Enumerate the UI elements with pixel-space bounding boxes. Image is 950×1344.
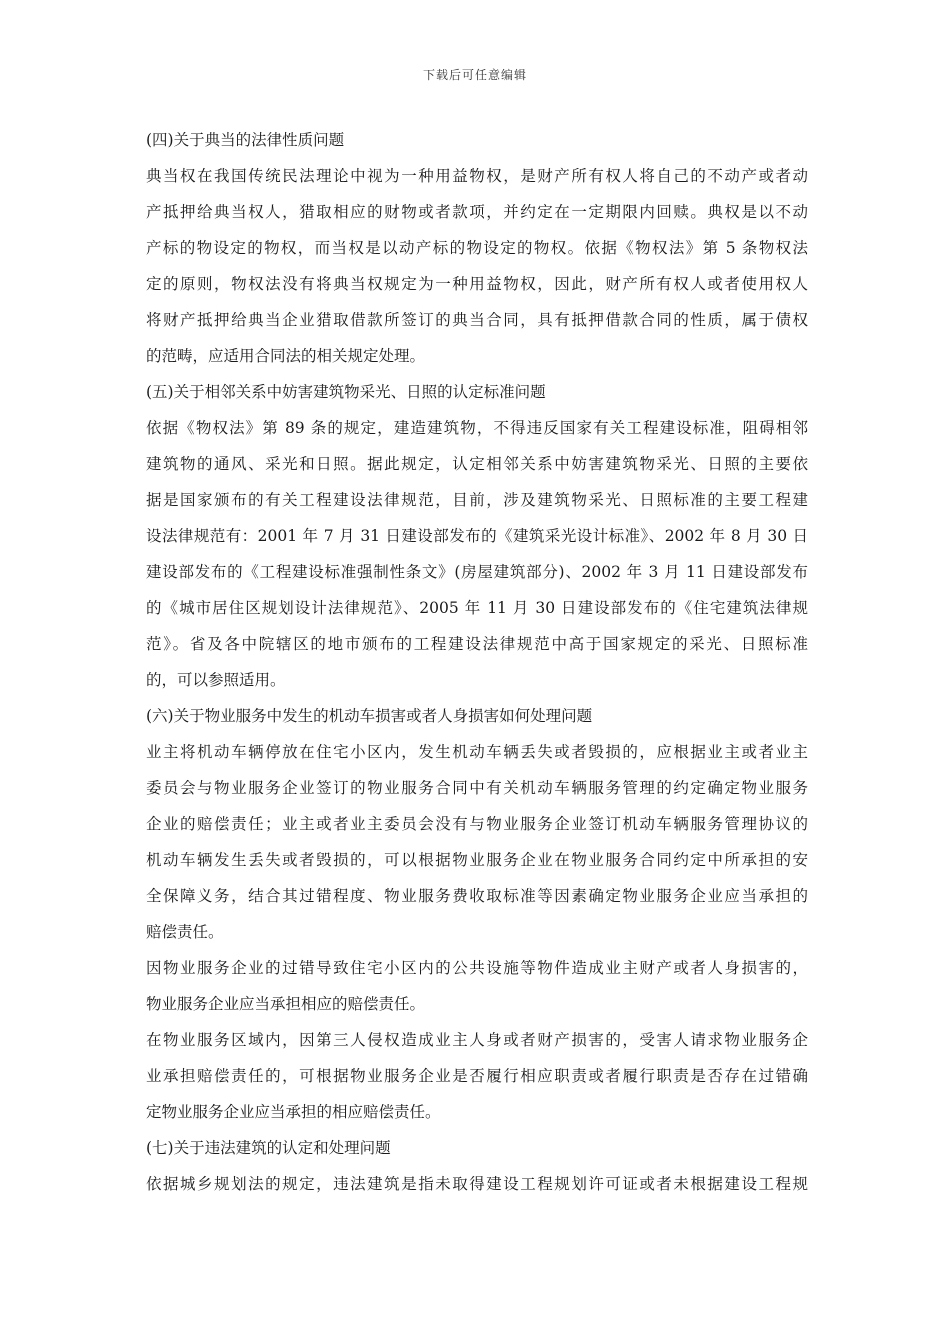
text-line: 产抵押给典当权人，猎取相应的财物或者款项，并约定在一定期限内回赎。典权是以不动 — [146, 203, 808, 221]
text-line: 建筑物的通风、采光和日照。据此规定，认定相邻关系中妨害建筑物采光、日照的主要依 — [146, 455, 808, 473]
text-line: 将财产抵押给典当企业猎取借款所签订的典当合同，具有抵押借款合同的性质，属于债权 — [146, 311, 808, 329]
text-line: 全保障义务，结合其过错程度、物业服务费收取标准等因素确定物业服务企业应当承担的 — [146, 887, 808, 905]
text-line: (四)关于典当的法律性质问题 — [146, 131, 345, 149]
text-line: 定的原则，物权法没有将典当权规定为一种用益物权，因此，财产所有权人或者使用权人 — [146, 275, 808, 293]
text-line: 因物业服务企业的过错导致住宅小区内的公共设施等物件造成业主财产或者人身损害的， — [146, 959, 808, 977]
text-line: 物业服务企业应当承担相应的赔偿责任。 — [146, 995, 426, 1013]
text-line: 的《城市居住区规划设计法律规范》、2005 年 11 月 30 日建设部发布的《住宅建筑法律规 — [146, 599, 808, 617]
text-line: 业主将机动车辆停放在住宅小区内，发生机动车辆丢失或者毁损的，应根据业主或者业主 — [146, 743, 808, 761]
text-line: 的范畴，应适用合同法的相关规定处理。 — [146, 347, 426, 365]
text-line: 建设部发布的《工程建设标准强制性条文》(房屋建筑部分)、2002 年 3 月 11 日建设部发布 — [146, 563, 808, 581]
document-body — [146, 122, 808, 1202]
text-line: 范》。省及各中院辖区的地市颁布的工程建设法律规范中高于国家规定的采光、日照标准 — [146, 635, 808, 653]
text-line: 业承担赔偿责任的，可根据物业服务企业是否履行相应职责或者履行职责是否存在过错确 — [146, 1067, 808, 1085]
text-line: 典当权在我国传统民法理论中视为一种用益物权，是财产所有权人将自己的不动产或者动 — [146, 167, 808, 185]
text-line: 企业的赔偿责任；业主或者业主委员会没有与物业服务企业签订机动车辆服务管理协议的 — [146, 815, 808, 833]
text-line: 依据《物权法》第 89 条的规定，建造建筑物，不得违反国家有关工程建设标准，阻碍相邻 — [146, 419, 808, 437]
page-header: 下载后可任意编辑 — [422, 68, 527, 82]
text-line: (六)关于物业服务中发生的机动车损害或者人身损害如何处理问题 — [146, 707, 593, 725]
text-line: 据是国家颁布的有关工程建设法律规范，目前，涉及建筑物采光、日照标准的主要工程建 — [146, 491, 808, 509]
text-line: (五)关于相邻关系中妨害建筑物采光、日照的认定标准问题 — [146, 383, 546, 401]
text-line: 依据城乡规划法的规定，违法建筑是指未取得建设工程规划许可证或者未根据建设工程规 — [146, 1175, 808, 1193]
text-line: 在物业服务区域内，因第三人侵权造成业主人身或者财产损害的，受害人请求物业服务企 — [146, 1031, 808, 1049]
text-line: (七)关于违法建筑的认定和处理问题 — [146, 1139, 391, 1157]
text-line: 定物业服务企业应当承担的相应赔偿责任。 — [146, 1103, 441, 1121]
text-line: 赔偿责任。 — [146, 923, 224, 941]
text-line: 设法律规范有：2001 年 7 月 31 日建设部发布的《建筑采光设计标准》、2002 年 8 月 30 日 — [146, 527, 808, 545]
text-line: 机动车辆发生丢失或者毁损的，可以根据物业服务企业在物业服务合同约定中所承担的安 — [146, 851, 808, 869]
text-line: 产标的物设定的物权，而当权是以动产标的物设定的物权。依据《物权法》第 5 条物权法 — [146, 239, 808, 257]
text-line: 委员会与物业服务企业签订的物业服务合同中有关机动车辆服务管理的约定确定物业服务 — [146, 779, 808, 797]
text-line: 的，可以参照适用。 — [146, 671, 286, 689]
